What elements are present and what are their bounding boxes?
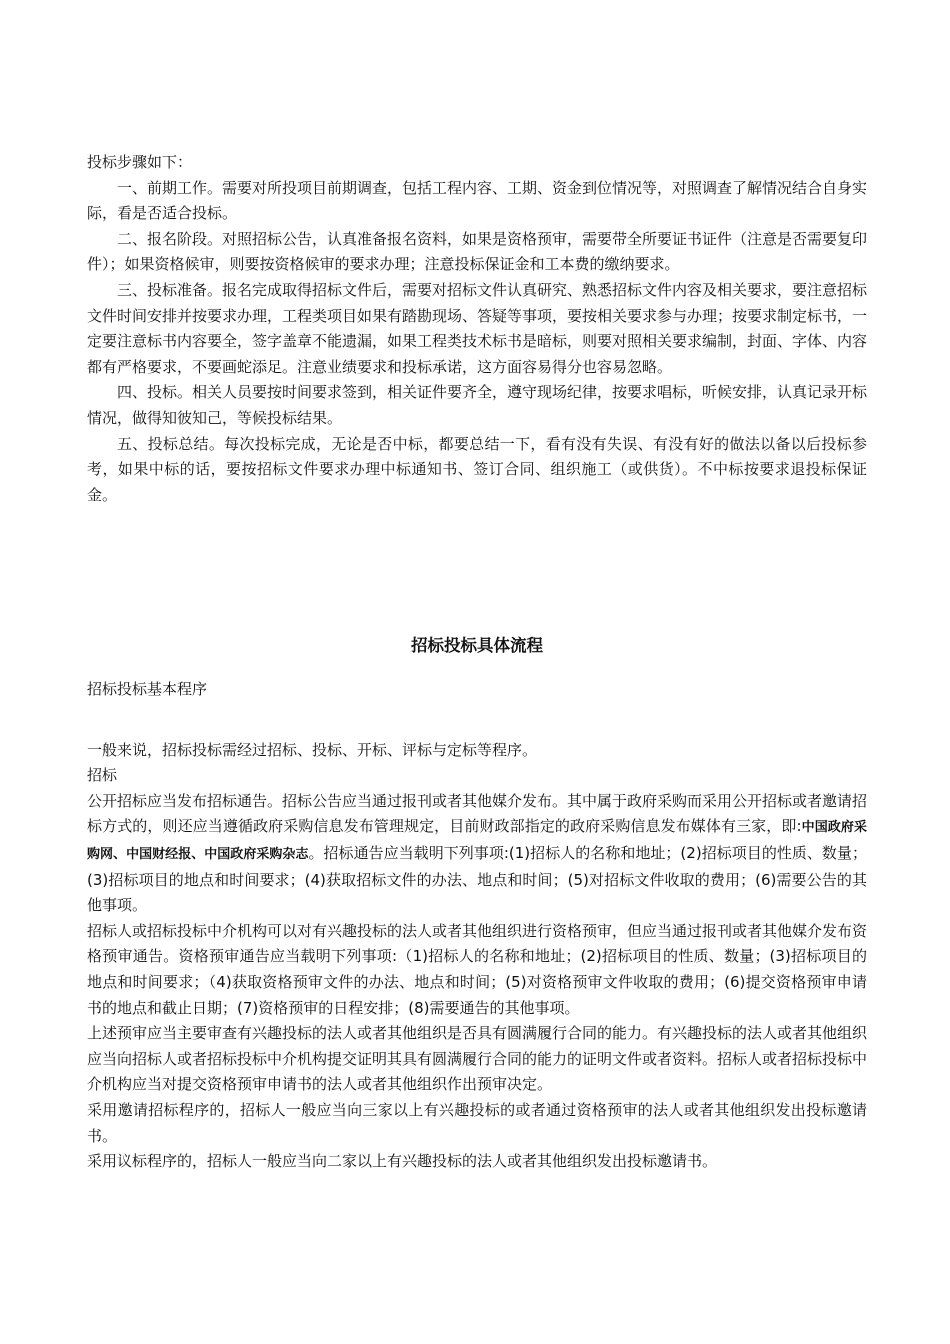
prequalification-paragraph: 招标人或招标投标中介机构可以对有兴趣投标的法人或者其他组织进行资格预审，但应当通过报刊或者其他媒介发布资格预审通告。资格预审通告应当载明下列事项:（1)招标人的名称和地址；(2)招标项目的性质、数量；(3)招标项目的地点和时间要求；（4)获取资格预审文件的办法、地点和时间；(5)对资格预审文件收取的费用；(6)提交资格预审申请书的地点和截止日期；(7)资格预审的日程安排；(8)需要通告的其他事项。 bbox=[87, 921, 868, 1017]
step-4: 四、投标。相关人员要按时间要求签到，相关证件要齐全，遵守现场纪律，按要求唱标，听候安排，认真记录开标情况，做得知彼知己，等候投标结果。 bbox=[87, 383, 868, 427]
step-2: 二、报名阶段。对照招标公告，认真准备报名资料，如果是资格预审，需要带全所要证书证件（注意是否需要复印件）；如果资格候审，则要按资格候审的要求办理；注意投标保证金和工本费的缴纳要求。 bbox=[87, 229, 868, 274]
section-title: 招标投标具体流程 bbox=[411, 636, 543, 655]
intro-line: 投标步骤如下： bbox=[87, 153, 193, 171]
media-list: 中国政府采购网、中国财经报、中国政府采购杂志 bbox=[87, 820, 867, 862]
step-1: 一、前期工作。需要对所投项目前期调查，包括工程内容、工期、资金到位情况等，对照调查了解情况结合自身实际，看是否适合投标。 bbox=[87, 178, 868, 223]
subtitle: 招标投标基本程序 bbox=[87, 680, 208, 698]
public-text-b: 。招标通告应当载明下列事项:(1)招标人的名称和地址；(2)招标项目的性质、数量；(3)招标项目的地点和时间要求；(4)获取招标文件的办法、地点和时间；(5)对招标文件收取的费用；(6)需要公告的其他事项。 bbox=[87, 843, 867, 915]
negotiation-paragraph: 采用议标程序的，招标人一般应当向二家以上有兴趣投标的法人或者其他组织发出投标邀请书。 bbox=[87, 1152, 718, 1171]
public-text-a: 公开招标应当发布招标通告。招标公告应当通过报刊或者其他媒介发布。其中属于政府采购而采用公开招标或者邀请招标方式的，则还应当遵循政府采购信息发布管理规定，目前财政部指定的政府采购信息发布媒体有三家，即: bbox=[87, 791, 868, 836]
document-page bbox=[87, 150, 868, 1171]
public-tender-paragraph bbox=[87, 789, 867, 919]
invitation-paragraph: 采用邀请招标程序的，招标人一般应当向三家以上有兴趣投标的或者通过资格预审的法人或者其他组织发出投标邀请书。 bbox=[87, 1100, 867, 1145]
step-3: 三、投标准备。报名完成取得招标文件后，需要对招标文件认真研究、熟悉招标文件内容及相关要求，要注意招标文件时间安排并按要求办理，工程类项目如果有踏勘现场、答疑等事项，要按相关要求参与办理；按要求制定标书，一定要注意标书内容要全，签字盖章不能遗漏，如果工程类技术标书是暗标，则要对照相关要求编制，封面、字体、内容都有严格要求，不要画蛇添足。注意业绩要求和投标承诺，这方面容易得分也容易忽略。 bbox=[87, 280, 868, 376]
review-paragraph: 上述预审应当主要审查有兴趣投标的法人或者其他组织是否具有圆满履行合同的能力。有兴趣投标的法人或者其他组织应当向招标人或者招标投标中介机构提交证明其具有圆满履行合同的能力的证明文件或者资料。招标人或者招标投标中介机构应当对提交资格预审申请书的法人或者其他组织作出预审决定。 bbox=[87, 1024, 868, 1094]
overview: 一般来说，招标投标需经过招标、投标、开标、评标与定标等程序。 bbox=[87, 740, 538, 759]
step-5: 五、投标总结。每次投标完成，无论是否中标，都要总结一下，看有没有失误、有没有好的做法以备以后投标参考，如果中标的话，要按招标文件要求办理中标通知书、签订合同、组织施工（或供货）。不中标按要求退投标保证金。 bbox=[87, 434, 867, 504]
spacer bbox=[87, 703, 867, 738]
heading-bid: 招标 bbox=[87, 766, 118, 785]
procedure-section bbox=[87, 677, 867, 1175]
